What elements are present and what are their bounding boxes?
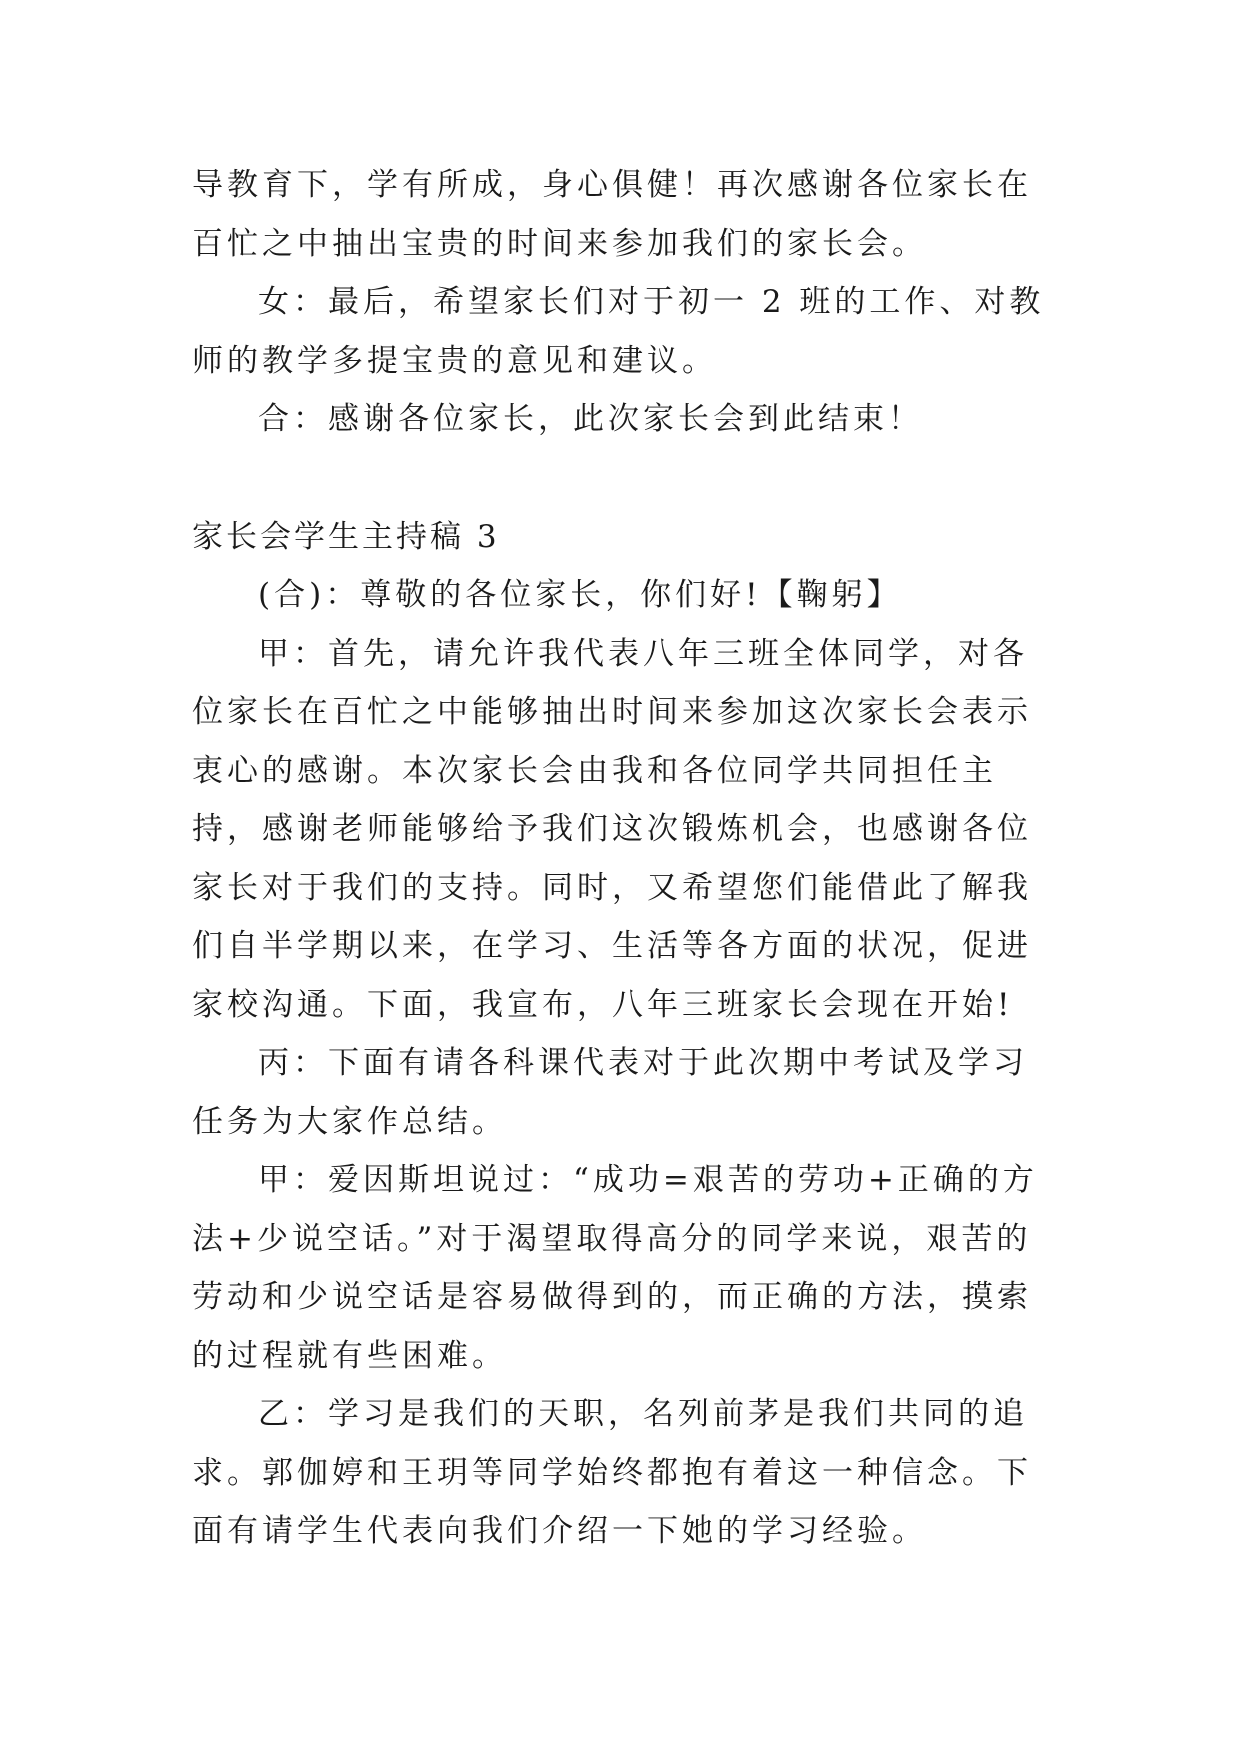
paragraph-speaker-bing: 丙：下面有请各科课代表对于此次期中考试及学习任务为大家作总结。	[192, 1045, 1028, 1140]
paragraph-speaker-yi: 乙：学习是我们的天职，名列前茅是我们共同的追求。郭伽婷和王玥等同学始终都抱有着这一种信念。下面有请学生代表向我们介绍一下她的学习经验。	[192, 1396, 1032, 1549]
paragraph-continuation: 导教育下，学有所成，身心俱健！再次感谢各位家长在百忙之中抽出宝贵的时间来参加我们的家长会。	[192, 167, 1032, 262]
paragraph-closing: 合：感谢各位家长，此次家长会到此结束！	[258, 401, 923, 437]
paragraph-speaker-jia-quote: 甲：爱因斯坦说过：“成功=艰苦的劳功+正确的方法+少说空话。”对于渴望取得高分的同学来说，艰苦的劳动和少说空话是容易做得到的，而正确的方法，摸索的过程就有些困难。	[192, 1162, 1038, 1374]
paragraph-speaker-jia-opening: 甲：首先，请允许我代表八年三班全体同学，对各位家长在百忙之中能够抽出时间来参加这次家长会表示衷心的感谢。本次家长会由我和各位同学共同担任主持，感谢老师能够给予我们这次锻炼机会，也感谢各位家长对于我们的支持。同时，又希望您们能借此了解我们自半学期以来，在学习、生活等各方面的状况，促进家校沟通。下面，我宣布，八年三班家长会现在开始!	[192, 635, 1032, 1023]
paragraph-female-host: 女：最后，希望家长们对于初一 2 班的工作、对教师的教学多提宝贵的意见和建议。	[192, 284, 1045, 379]
document-body	[192, 156, 1054, 1561]
section-title: 家长会学生主持稿 3	[192, 518, 500, 555]
paragraph-greeting: (合)：尊敬的各位家长，你们好!【鞠躬】	[258, 577, 902, 613]
